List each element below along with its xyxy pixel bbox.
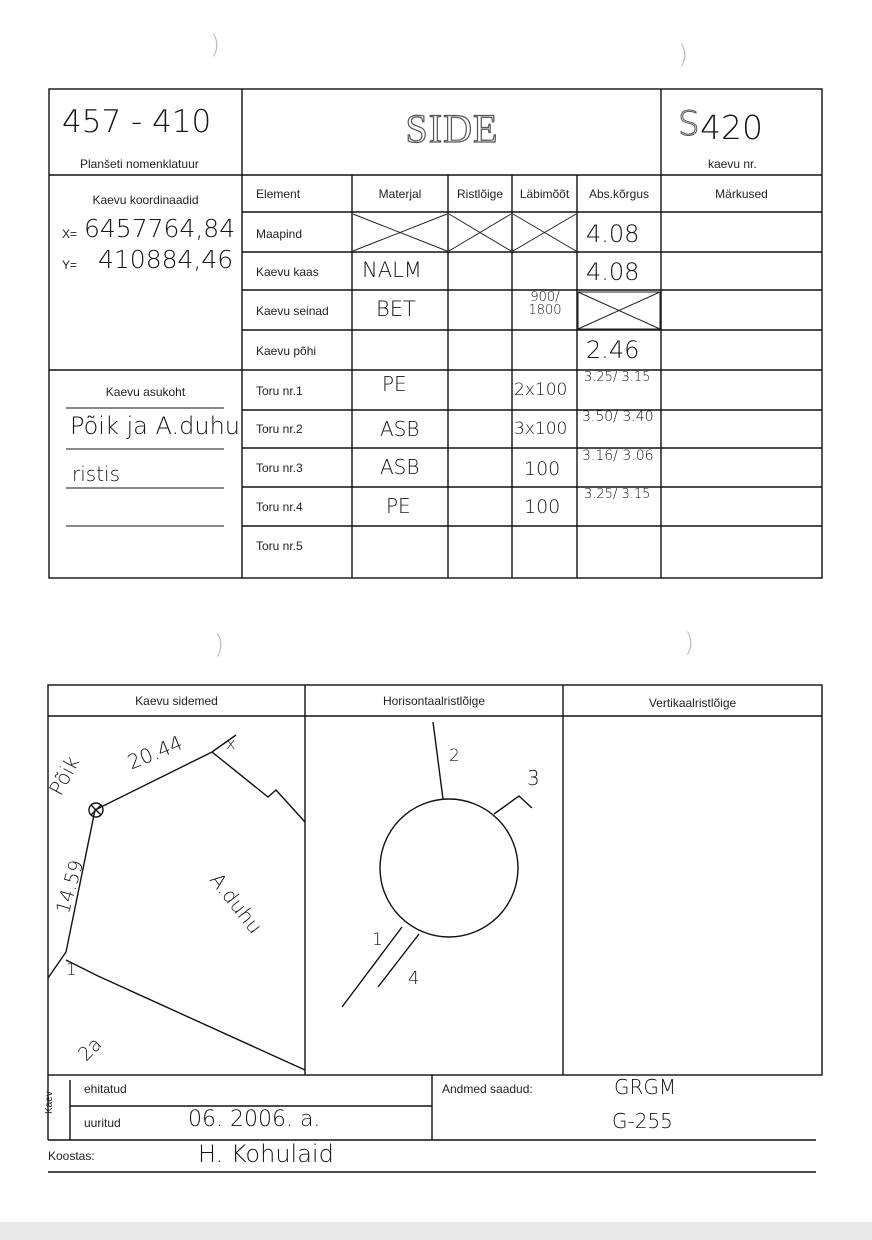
page-title: SIDE [405,106,499,151]
location-line-1: Põik ja A.duhu [70,412,240,440]
sheet-number-value: 457 - 410 [62,104,212,140]
panel-label-ties: Kaevu sidemed [135,694,218,708]
source-value-2: G-255 [612,1109,673,1133]
col-header-diameter: Läbimõõt [519,187,570,201]
row-label-walls: Kaevu seinad [256,304,329,318]
x-prefix: X= [62,227,78,241]
cover-height: 4.08 [586,258,640,286]
col-header-element: Element [256,187,301,201]
source-value-1: GRGM [614,1075,677,1099]
pipe-label-4: 4 [408,968,420,989]
pipe-2-material: ASB [380,417,420,441]
tie-street-2: A.duhu [205,868,268,939]
tie-mark-1: 1 [66,960,77,980]
tie-distance-1: 20.44 [124,730,187,775]
author-value: H. Kohulaid [198,1140,334,1168]
scan-edge [0,1222,872,1240]
pipe-1-height: 3.25/ 3.15 [584,370,651,385]
col-header-abs-height: Abs.kõrgus [588,187,650,201]
pipe-2-diameter: 3x100 [514,419,568,439]
pipe-1-material: PE [382,372,407,396]
cover-material: NALM [362,258,422,282]
surveyed-value: 06. 2006. a. [188,1107,321,1132]
tie-mark-3: x [226,734,236,753]
pipe-label-1: 1 [372,930,383,950]
footer-side-label: Kaev [44,1091,55,1114]
row-label-cover: Kaevu kaas [256,265,319,279]
tie-street-1: Põik [44,752,85,800]
location-line-2: ristis [72,462,121,486]
well-number-value: 420 [700,108,763,147]
well-prefix: S [678,104,700,144]
row-label-pipe-3: Toru nr.3 [256,461,303,475]
location-label: Kaevu asukoht [105,385,186,399]
panel-label-vertical: Vertikaalristlõige [648,696,737,710]
punch-mark-4: ) [684,628,695,658]
row-label-pipe-2: Toru nr.2 [256,422,303,436]
y-coordinate-value: 410884,46 [98,245,234,274]
well-number-label: kaevu nr. [708,157,757,171]
row-label-ground: Maapind [256,227,303,241]
built-label: ehitatud [84,1082,127,1096]
row-label-bottom: Kaevu põhi [256,344,317,358]
coordinates-label: Kaevu koordinaadid [92,193,199,207]
author-label: Koostas: [48,1149,95,1163]
x-coordinate-value: 6457764,84 [84,214,236,243]
pipe-3-diameter: 100 [524,458,561,480]
source-label: Andmed saadud: [442,1082,533,1096]
bottom-height: 2.46 [586,336,640,364]
ground-height: 4.08 [586,220,640,248]
y-prefix: Y= [62,258,78,272]
col-header-remarks: Märkused [715,187,768,201]
walls-material: BET [376,297,416,321]
pipe-2-height: 3.50/ 3.40 [582,409,654,425]
panel-label-horizontal: Horisontaalristlõige [382,694,486,708]
pipe-3-height: 3.16/ 3.06 [582,448,654,464]
col-header-material: Materjal [378,187,422,201]
pipe-3-material: ASB [380,455,420,479]
pipe-label-2: 2 [449,746,460,766]
pipe-4-diameter: 100 [524,496,561,518]
pipe-4-material: PE [386,494,411,518]
punch-mark-1: ) [210,30,221,60]
surveyed-label: uuritud [84,1116,121,1130]
pipe-label-3: 3 [527,766,540,790]
punch-mark-2: ) [678,40,689,70]
sheet-number-label: Planšeti nomenklatuur [80,157,199,171]
punch-mark-3: ) [214,630,225,660]
tie-mark-2: 2a [74,1033,107,1066]
row-label-pipe-4: Toru nr.4 [256,500,303,514]
row-label-pipe-5: Toru nr.5 [256,539,303,553]
row-label-pipe-1: Toru nr.1 [256,384,303,398]
pipe-1-diameter: 2x100 [514,380,568,400]
tie-distance-2: 14.59 [52,857,89,917]
walls-diameter: 900/ 1800 [528,290,562,318]
pipe-4-height: 3.25/ 3.15 [584,487,651,502]
col-header-cross-section: Ristlõige [456,187,504,201]
